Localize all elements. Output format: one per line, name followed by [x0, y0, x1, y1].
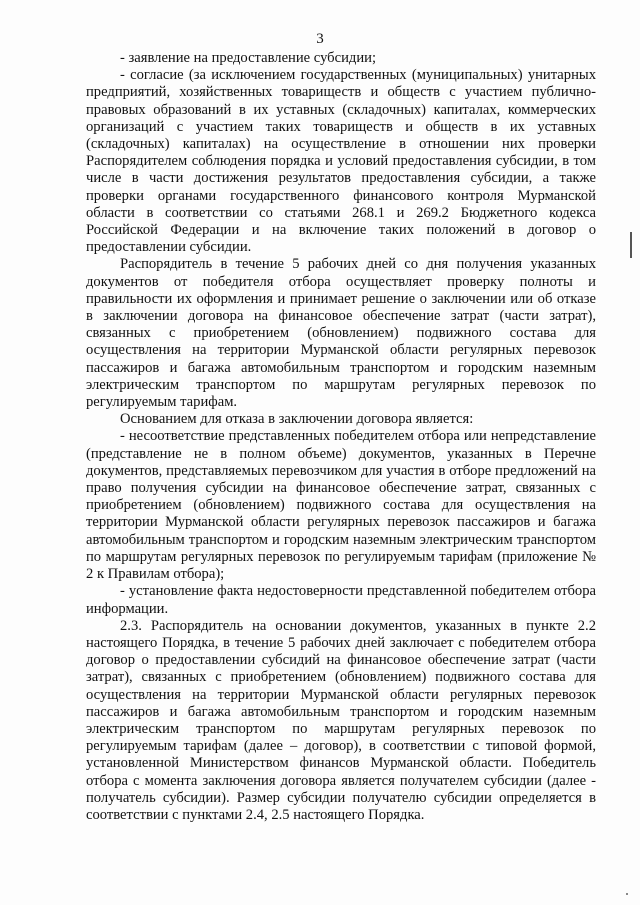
scan-artifact-mark: [630, 232, 632, 258]
paragraph-refusal-grounds: Основанием для отказа в заключении договора является:: [120, 411, 474, 428]
paragraph-nonconformity: - несоответствие представленных победителем отбора или непредставление (представление не в полном объеме) документов, указанных в Перечне документов, представляемых перевозчиком для участия в отборе предложений на право получения субсидии на финансовое обеспечение затрат, связанных с приобретением (обновлением) подвижного состава для осуществления на территории Мурманской области регулярных перевозок пассажиров и багажа автомобильным транспортом и городским наземным электрическим транспортом по маршрутам регулярных перевозок по регулируемым тарифам (приложение № 2 к Правилам отбора);: [86, 428, 596, 583]
page-number: 3: [316, 31, 324, 47]
paragraph-inaccuracy: - установление факта недостоверности представленной победителем отбора информации.: [86, 583, 596, 617]
paragraph-application: - заявление на предоставление субсидии;: [120, 50, 376, 66]
paragraph-review: Распорядитель в течение 5 рабочих дней со дня получения указанных документов от победителя отбора осуществляет проверку полноты и правильности их оформления и принимает решение о заключении или об отказе в заключении договора на финансовое обеспечение затрат (части затрат), связанных с приобретением (обновлением) подвижного состава для осуществления на территории Мурманской области регулярных перевозок пассажиров и багажа автомобильным транспортом и городским наземным электрическим транспортом по маршрутам регулярных перевозок по регулируемым тарифам.: [86, 256, 596, 411]
document-body: [86, 50, 596, 824]
paragraph-section-2-3: 2.3. Распорядитель на основании документов, указанных в пункте 2.2 настоящего Порядка, в течение 5 рабочих дней заключает с победителем отбора договор о предоставлении субсидий на финансовое обеспечение затрат (части затрат), связанных с приобретением (обновлением) подвижного состава для осуществления на территории Мурманской области регулярных перевозок пассажиров и багажа автомобильным транспортом и городским наземным электрическим транспортом по маршрутам регулярных перевозок по регулируемым тарифам (далее – договор), в соответствии с типовой формой, установленной Министерством финансов Мурманской области. Победитель отбора с момента заключения договора является получателем субсидии (далее - получатель субсидии). Размер субсидии получателю субсидии определяется в соответствии с пунктами 2.4, 2.5 настоящего Порядка.: [86, 617, 596, 823]
scan-artifact-dot: [626, 893, 628, 895]
paragraph-consent: - согласие (за исключением государственных (муниципальных) унитарных предприятий, хозяйственных товариществ и обществ с участием публично-правовых образований в их уставных (складочных) капиталах, коммерческих организаций с участием таких товариществ и обществ в их уставных (складочных) капиталах) на осуществление в отношении них проверки Распорядителем соблюдения порядка и условий предоставления субсидии, в том числе в части достижения результатов предоставления субсидии, а также проверки органами государственного финансового контроля Мурманской области в соответствии со статьями 268.1 и 269.2 Бюджетного кодекса Российской Федерации и на включение таких положений в договор о предоставлении субсидии.: [86, 67, 596, 256]
